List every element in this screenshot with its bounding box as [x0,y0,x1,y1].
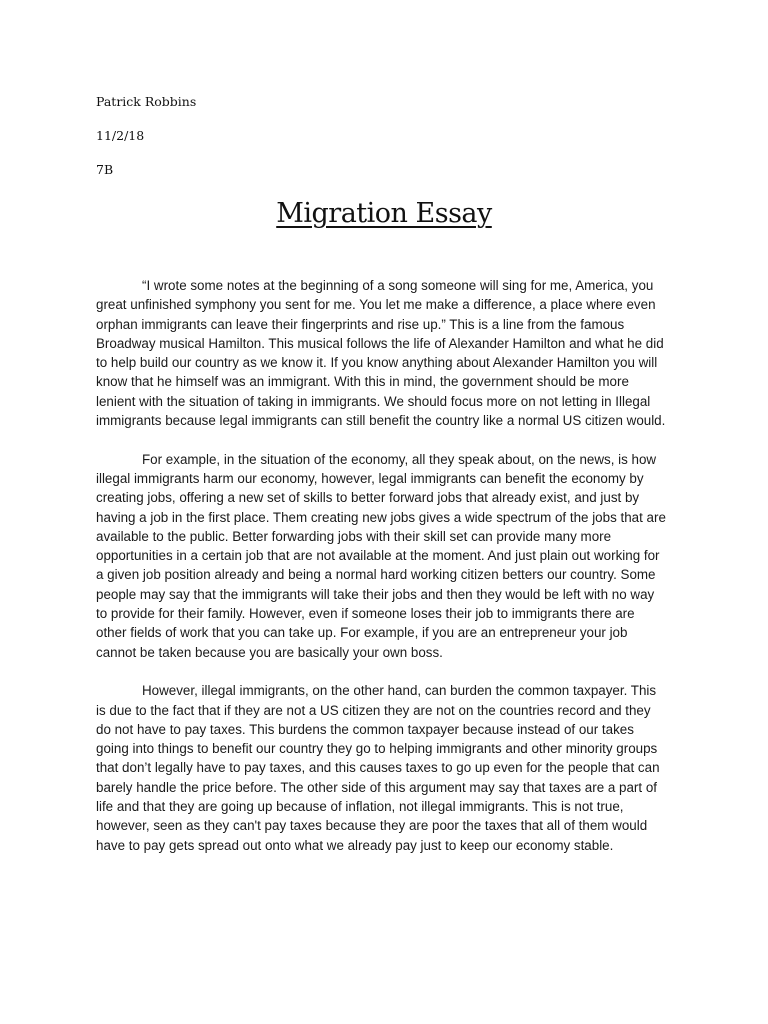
essay-date: 11/2/18 [96,128,145,143]
paragraph-taxpayer: However, illegal immigrants, on the other hand, can burden the common taxpayer. This is due to the fact that if they are not a US citizen they are not on the countries record and they do not have to pay taxes. This burdens the common taxpayer because instead of our takes going into things to benefit our country they go to helping immigrants and other minority groups that don’t legally have to pay taxes, and this causes taxes to go up even for the people that can barely handle the price before. The other side of this argument may say that taxes are a part of life and that they are going up because of inflation, not illegal immigrants. This is not true, however, seen as they can't pay taxes because they are poor the taxes that all of them would have to pay gets spread out onto what we already pay just to keep our economy stable. [96,683,660,853]
essay-title: Migration Essay [276,198,492,229]
paragraph-intro: “I wrote some notes at the beginning of a song someone will sing for me, America, you great unfinished symphony you sent for me. You let me make a difference, a place where even orphan immigrants can leave their fingerprints and rise up.” This is a line from the famous Broadway musical Hamilton. This musical follows the life of Alexander Hamilton and what he did to help build our country as we know it. If you know anything about Alexander Hamilton you will know that he himself was an immigrant. With this in mind, the government should be more lenient with the situation of taking in immigrants. We should focus more on not letting in Illegal immigrants because legal immigrants can still benefit the country like a normal US citizen would. [96,278,666,429]
essay-body [96,276,666,874]
author-name: Patrick Robbins [96,94,197,109]
paragraph-economy: For example, in the situation of the economy, all they speak about, on the news, is how illegal immigrants harm our economy, however, legal immigrants can benefit the economy by creating jobs, offering a new set of skills to better forward jobs that already exist, and just by having a job in the first place. Them creating new jobs gives a wide spectrum of the jobs that are available to the public. Better forwarding jobs with their skill set can provide many more opportunities in a certain job that are not available at the moment. And just plain out working for a given job position already and being a normal hard working citizen betters our country. Some people may say that the immigrants will take their jobs and then they would be left with no way to provide for their family. However, even if someone loses their job to immigrants there are other fields of work that you can take up. For example, if you are an entrepreneur your job cannot be taken because you are basically your own boss. [96,451,666,660]
class-period: 7B [96,162,114,177]
